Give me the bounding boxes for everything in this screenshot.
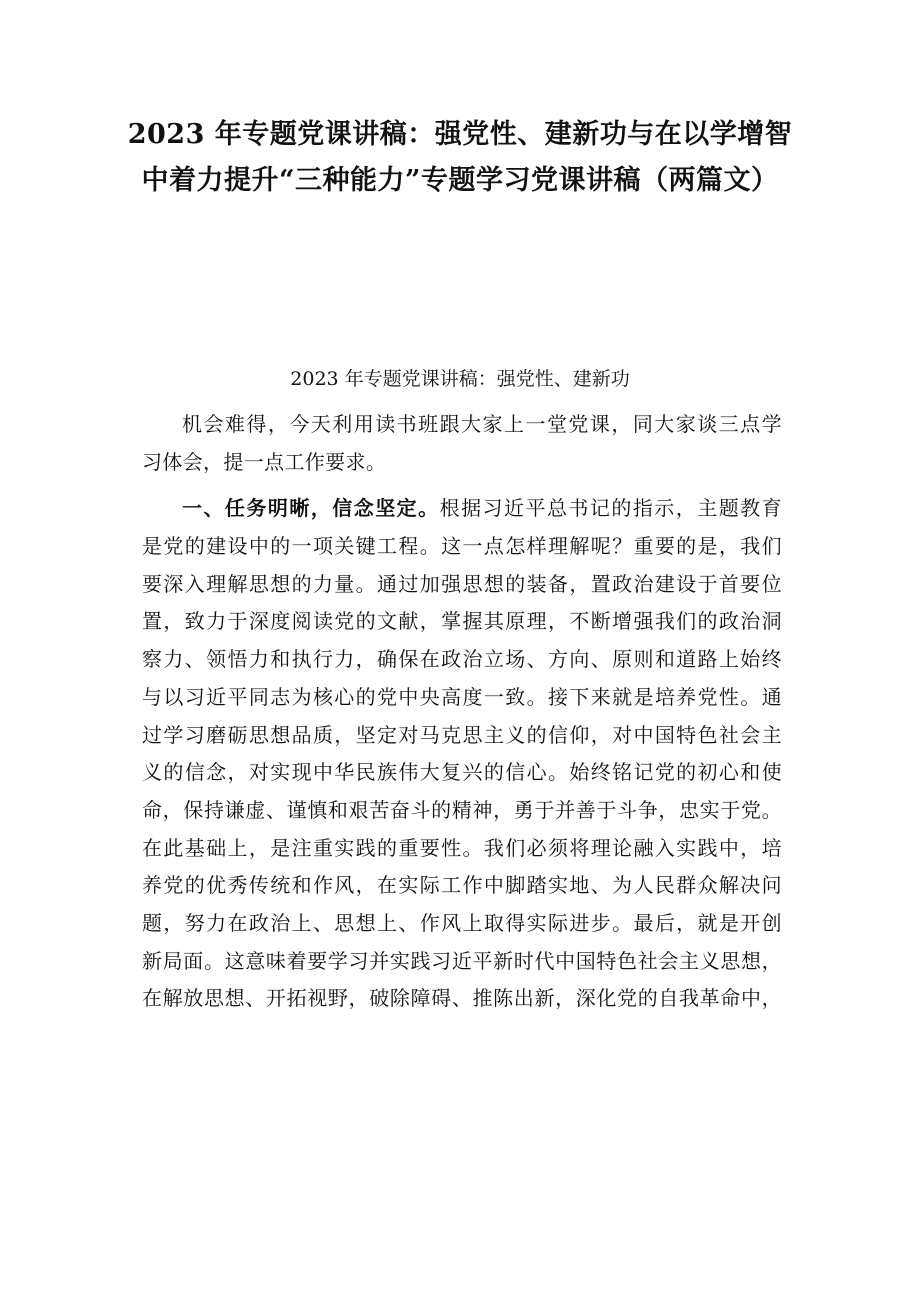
- paragraph-line: 机会难得，今天利用读书班跟大家上一堂党课，同大家谈三点学: [182, 412, 782, 436]
- paragraph-line: 置，致力于深度阅读党的文献，掌握其原理，不断增强我们的政治洞: [142, 609, 782, 634]
- paragraph-line: 是党的建设中的一项关键工程。这一点怎样理解呢？重要的是，我们: [142, 534, 782, 559]
- paragraph-line: 命，保持谦虚、谨慎和艰苦奋斗的精神，勇于并善于斗争，忠实于党。: [142, 797, 782, 822]
- paragraph-line: 与以习近平同志为核心的党中央高度一致。接下来就是培养党性。通: [142, 684, 782, 709]
- paragraph-intro: [142, 406, 782, 481]
- document-title-line: 中着力提升“三种能力”专题学习党课讲稿（两篇文）: [141, 165, 779, 196]
- paragraph-line: 察力、领悟力和执行力，确保在政治立场、方向、原则和道路上始终: [142, 647, 782, 672]
- paragraph-line: 义的信念，对实现中华民族伟大复兴的信心。始终铭记党的初心和使: [142, 760, 782, 785]
- paragraph-heading-rest: 根据习近平总书记的指示，主题教育: [439, 496, 782, 521]
- paragraph-line: 过学习磨砺思想品质，坚定对马克思主义的信仰，对中国特色社会主: [142, 722, 782, 747]
- paragraph-line: 习体会，提一点工作要求。: [142, 449, 387, 474]
- paragraph-line: 要深入理解思想的力量。通过加强思想的装备，置政治建设于首要位: [142, 571, 782, 596]
- paragraph-line: 题，努力在政治上、思想上、作风上取得实际进步。最后，就是开创: [142, 910, 782, 935]
- paragraph-line: 新局面。这意味着要学习并实践习近平新时代中国特色社会主义思想，: [142, 948, 782, 973]
- section-title: 2023 年专题党课讲稿：强党性、建新功: [290, 368, 630, 390]
- paragraph-heading: 一、任务明晰，信念坚定。: [182, 496, 440, 521]
- paragraph-line: 养党的优秀传统和作风，在实际工作中脚踏实地、为人民群众解决问: [142, 873, 782, 898]
- paragraph-line: 在解放思想、开拓视野，破除障碍、推陈出新，深化党的自我革命中，: [142, 986, 782, 1011]
- document-title: [110, 112, 810, 204]
- document-title-line: 2023 年专题党课讲稿：强党性、建新功与在以学增智: [127, 119, 793, 150]
- document-body: [142, 406, 782, 1018]
- paragraph-line: 在此基础上，是注重实践的重要性。我们必须将理论融入实践中，培: [142, 835, 782, 860]
- paragraph-line: [142, 490, 782, 528]
- paragraph-section-one: [142, 490, 782, 1018]
